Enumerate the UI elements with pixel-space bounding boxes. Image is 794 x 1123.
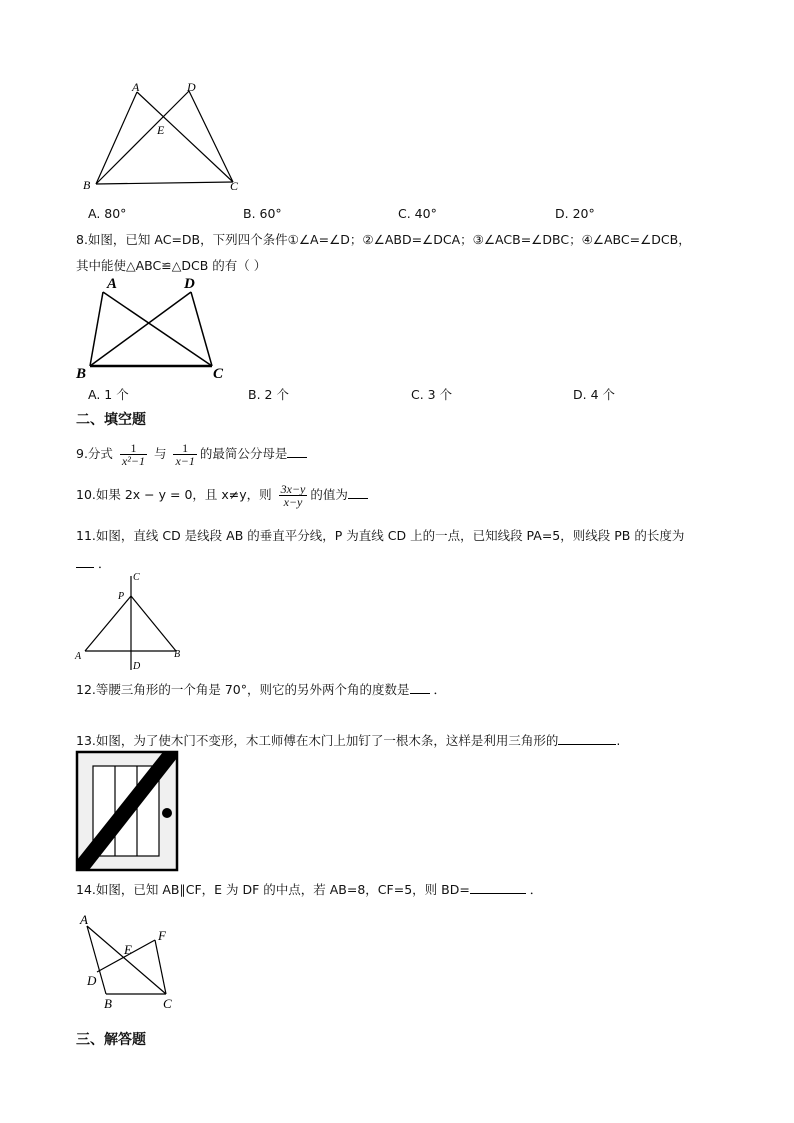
q11-end: ．: [97, 556, 111, 571]
section-3-heading: 三、解答题: [76, 1032, 146, 1048]
q10-prefix: 10.如果 2x − y = 0，且 x≠y，则: [76, 487, 272, 502]
q11-label-d: D: [133, 661, 141, 672]
q10-suffix: 的值为: [310, 487, 348, 502]
q8-figure: [74, 274, 234, 384]
q12-end: ．: [433, 682, 447, 697]
q13-end: .: [616, 733, 621, 748]
q11-question-line1: 11.如图，直线 CD 是线段 AB 的垂直平分线，P 为直线 CD 上的一点，已知线段 PA=5，则线段 PB 的长度为: [76, 528, 685, 543]
q7-label-a: A: [132, 80, 140, 94]
q14-text: 14.如图，已知 AB∥CF，E 为 DF 的中点，若 AB=8，CF=5，则 BD=: [76, 882, 470, 897]
q13-answer-blank[interactable]: [558, 744, 616, 745]
q11-figure: [70, 568, 190, 676]
q8-label-c: C: [213, 366, 224, 382]
q7-option-d: D. 20°: [555, 206, 595, 221]
q7-option-b: B. 60°: [243, 206, 282, 221]
q7-label-b: B: [83, 178, 91, 192]
q10-answer-blank[interactable]: [348, 498, 368, 499]
q11-label-c: C: [133, 572, 140, 583]
q13-question: [76, 731, 620, 749]
q10-question: [76, 483, 368, 508]
q8-label-d: D: [184, 276, 195, 292]
q14-label-b: B: [104, 996, 112, 1011]
q14-label-c: C: [163, 996, 172, 1011]
q7-option-a: A. 80°: [88, 206, 127, 221]
q9-fraction-1-numerator: 1: [120, 442, 147, 455]
q12-text: 12.等腰三角形的一个角是 70°，则它的另外两个角的度数是: [76, 682, 410, 697]
q8-option-d: D. 4 个: [573, 387, 615, 402]
q13-text: 13.如图，为了使木门不变形，木工师傅在木门上加钉了一根木条，这样是利用三角形的: [76, 733, 559, 748]
q11-label-p: P: [118, 591, 125, 602]
q7-label-c: C: [230, 179, 239, 193]
q9-prefix: 9.分式: [76, 446, 113, 461]
q8-option-a: A. 1 个: [88, 387, 129, 402]
q14-label-f: F: [158, 928, 166, 943]
q11-label-b: B: [174, 649, 181, 660]
q9-answer-blank[interactable]: [287, 457, 307, 458]
q9-fraction-2: [173, 442, 196, 467]
q8-label-a: A: [107, 276, 118, 292]
q8-question-line2: 其中能使△ABC≌△DCB 的有（ ）: [76, 258, 267, 273]
q14-label-a: A: [80, 912, 88, 927]
q14-label-e: E: [124, 942, 132, 957]
q14-answer-blank[interactable]: [470, 893, 526, 894]
q9-question: [76, 442, 307, 467]
q14-end: ．: [529, 882, 543, 897]
q10-fraction: [279, 483, 308, 508]
q9-suffix: 的最简公分母是: [199, 446, 288, 461]
q10-fraction-numerator: 3x−y: [280, 482, 306, 496]
q14-label-d: D: [87, 973, 97, 988]
q9-fraction-1-denominator: x²−1: [121, 454, 145, 468]
q9-fraction-2-numerator: 1: [173, 442, 196, 455]
section-2-heading: 二、填空题: [76, 412, 146, 428]
q8-question-line1: 8.如图，已知 AC=DB，下列四个条件①∠A=∠D；②∠ABD=∠DCA；③∠ACB=∠DBC；④∠ABC=∠DCB，: [76, 232, 691, 247]
q8-option-c: C. 3 个: [411, 387, 453, 402]
q14-figure: [76, 906, 186, 1014]
q12-answer-blank[interactable]: [410, 693, 430, 694]
q14-question: [76, 880, 542, 898]
q7-option-c: C. 40°: [398, 206, 437, 221]
q9-fraction-2-denominator: x−1: [175, 454, 195, 468]
q13-door-figure: [75, 750, 179, 872]
q7-label-e: E: [157, 123, 165, 137]
q11-label-a: A: [75, 651, 82, 662]
q9-mid: 与: [153, 446, 167, 461]
q7-figure: [80, 78, 255, 198]
q8-label-b: B: [76, 366, 87, 382]
door-handle-icon: [162, 808, 172, 818]
q10-fraction-denominator: x−y: [283, 495, 303, 509]
q12-question: [76, 680, 446, 698]
q7-label-d: D: [187, 80, 196, 94]
q9-fraction-1: [120, 442, 147, 467]
q8-option-b: B. 2 个: [248, 387, 289, 402]
